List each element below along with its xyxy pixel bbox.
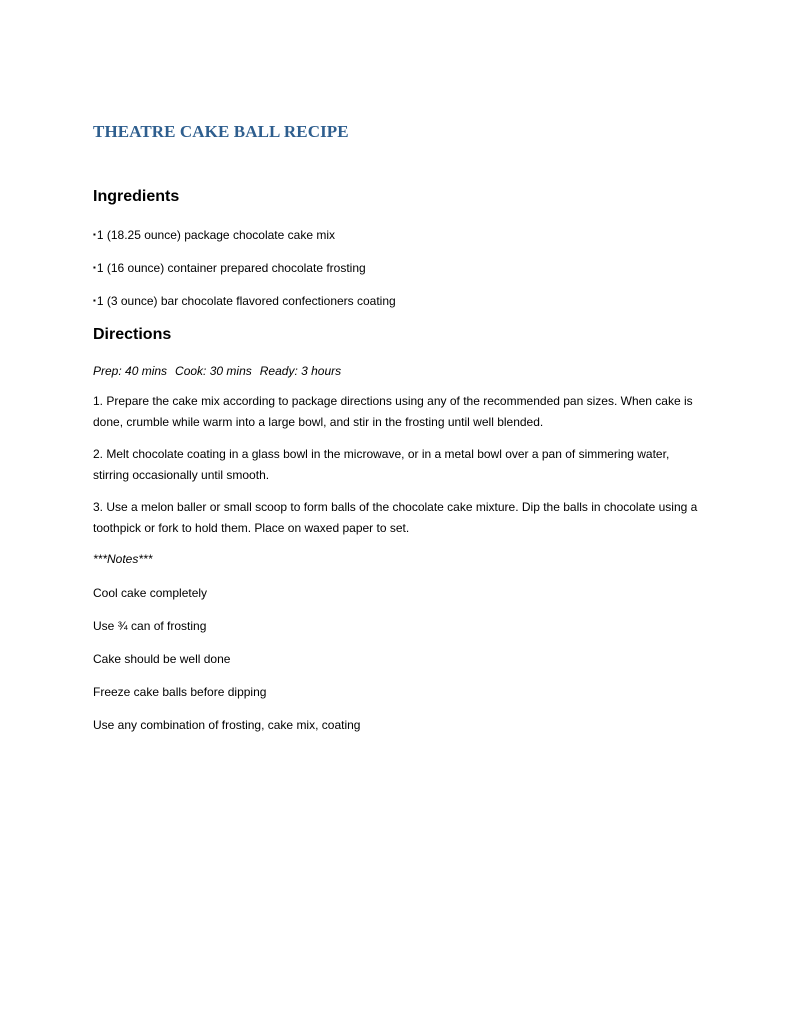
ingredient-item (93, 224, 335, 246)
direction-step: 3. Use a melon baller or small scoop to form balls of the chocolate cake mixture. Dip the balls in chocolate using a toothpick or fork to hold them. Place on waxed paper to set. (93, 500, 698, 535)
ingredient-item (93, 257, 366, 279)
ingredient-text: 1 (16 ounce) container prepared chocolate frosting (96, 261, 366, 275)
prep-time: Prep: 40 mins (93, 364, 168, 378)
direction-step: 1. Prepare the cake mix according to package directions using any of the recommended pan sizes. When cake is done, crumble while warm into a large bowl, and stir in the frosting until well blended. (93, 394, 693, 429)
cook-time: Cook: 30 mins (175, 364, 252, 378)
ingredient-text: 1 (18.25 ounce) package chocolate cake mix (96, 228, 335, 242)
note-item: Use any combination of frosting, cake mix, coating (93, 718, 361, 732)
recipe-times (93, 361, 341, 382)
direction-step: 2. Melt chocolate coating in a glass bowl in the microwave, or in a metal bowl over a pan of simmering water, stirring occasionally until smooth. (93, 447, 670, 482)
ready-time: Ready: 3 hours (259, 364, 342, 378)
bullet-icon: ▪ (93, 263, 96, 272)
ingredients-heading: Ingredients (93, 188, 180, 205)
note-item: Cool cake completely (93, 586, 208, 600)
bullet-icon: ▪ (93, 230, 96, 239)
page-title: THEATRE CAKE BALL RECIPE (93, 122, 349, 141)
note-item: Cake should be well done (93, 652, 231, 666)
bullet-icon: ▪ (93, 296, 96, 305)
directions-heading: Directions (93, 326, 172, 343)
note-item: Freeze cake balls before dipping (93, 685, 267, 699)
note-item: Use ¾ can of frosting (93, 619, 207, 633)
notes-heading: ***Notes*** (93, 552, 153, 566)
ingredient-text: 1 (3 ounce) bar chocolate flavored confectioners coating (96, 294, 396, 308)
ingredient-item (93, 290, 396, 312)
